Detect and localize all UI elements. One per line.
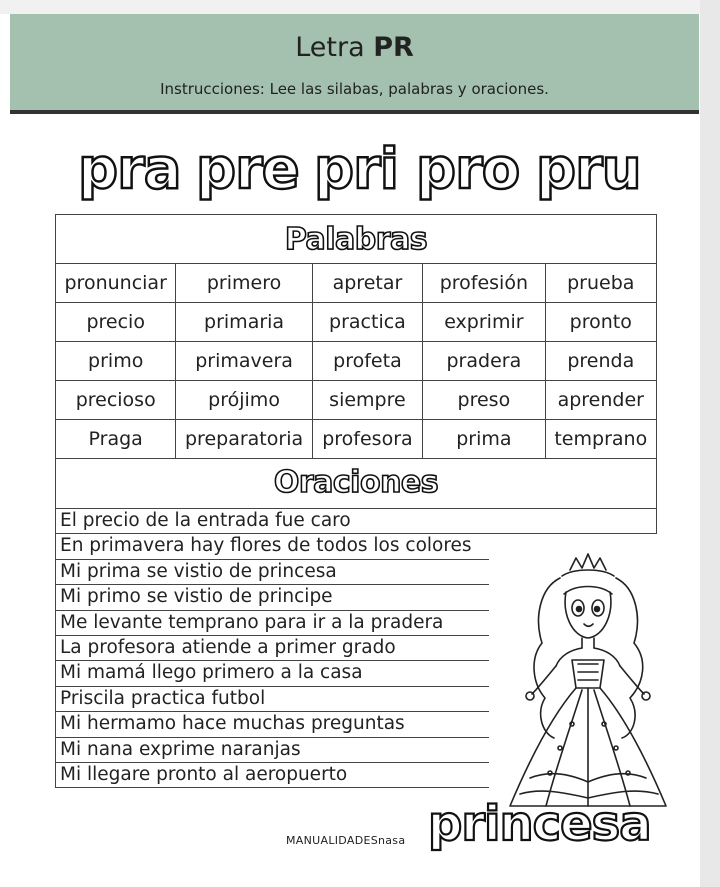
sentence-line: Mi nana exprime naranjas [55, 738, 489, 763]
word-cell: prenda [567, 350, 635, 372]
sentence-line: Me levante temprano para ir a la pradera [55, 611, 489, 636]
word-cell: prima [423, 420, 545, 458]
word-cell: preparatoria [176, 420, 312, 458]
worksheet-header [10, 14, 699, 114]
word-cell: preso [423, 381, 545, 419]
word-cell: primaria [176, 303, 312, 341]
page-title [10, 32, 699, 63]
word-cell: aprender [557, 389, 644, 411]
word-cell: apretar [313, 264, 423, 302]
syllables-row [78, 137, 641, 202]
table-row [56, 342, 656, 381]
words-table [55, 214, 657, 459]
title-prefix: Letra [295, 32, 374, 63]
sentence-line: El precio de la entrada fue caro [55, 509, 657, 534]
syllable-pri: pri [314, 137, 398, 202]
word-cell: exprimir [423, 303, 545, 341]
sentence-line: Mi hermamo hace muchas preguntas [55, 712, 489, 737]
syllable-pre: pre [196, 137, 299, 202]
brand-watermark: MANUALIDADESnasa [286, 834, 406, 847]
word-cell: practica [313, 303, 423, 341]
sentence-line: Mi primo se vistio de principe [55, 585, 489, 610]
top-frame [0, 0, 720, 14]
word-cell: profesión [423, 264, 545, 302]
word-cell: primo [56, 342, 176, 380]
word-cell: pronto [569, 311, 632, 333]
sentence-line: Priscila practica futbol [55, 687, 489, 712]
princess-illustration [490, 548, 680, 813]
word-cell: siempre [313, 381, 423, 419]
table-row [56, 381, 656, 420]
word-cell: primavera [176, 342, 312, 380]
word-cell: pradera [423, 342, 545, 380]
syllable-pra: pra [78, 137, 181, 202]
table-row [56, 303, 656, 342]
word-cell: pronunciar [56, 264, 176, 302]
sentence-line: Mi llegare pronto al aeropuerto [55, 763, 489, 788]
word-cell: profeta [313, 342, 423, 380]
sentence-line: Mi prima se vistio de princesa [55, 560, 489, 585]
table-row [56, 420, 656, 458]
sentence-line: En primavera hay flores de todos los colores [55, 534, 489, 559]
title-letter: PR [373, 32, 414, 63]
word-cell: precioso [56, 381, 176, 419]
word-cell: Praga [56, 420, 176, 458]
word-cell: temprano [554, 428, 648, 450]
sentence-line: Mi mamá llego primero a la casa [55, 661, 489, 686]
table-row [56, 264, 656, 303]
words-title: Palabras [56, 215, 656, 264]
syllable-pru: pru [536, 137, 641, 202]
sentences-title: Oraciones [55, 457, 657, 509]
word-cell: prójimo [176, 381, 312, 419]
word-cell: primero [176, 264, 312, 302]
sentence-line: La profesora atiende a primer grado [55, 636, 489, 661]
word-cell: precio [56, 303, 176, 341]
word-cell: profesora [313, 420, 423, 458]
word-cell: prueba [567, 272, 635, 294]
page-edge [700, 0, 720, 887]
princess-word: princesa [428, 796, 651, 852]
instructions-text: Instrucciones: Lee las silabas, palabras y oraciones. [160, 80, 549, 98]
syllable-pro: pro [416, 137, 520, 202]
